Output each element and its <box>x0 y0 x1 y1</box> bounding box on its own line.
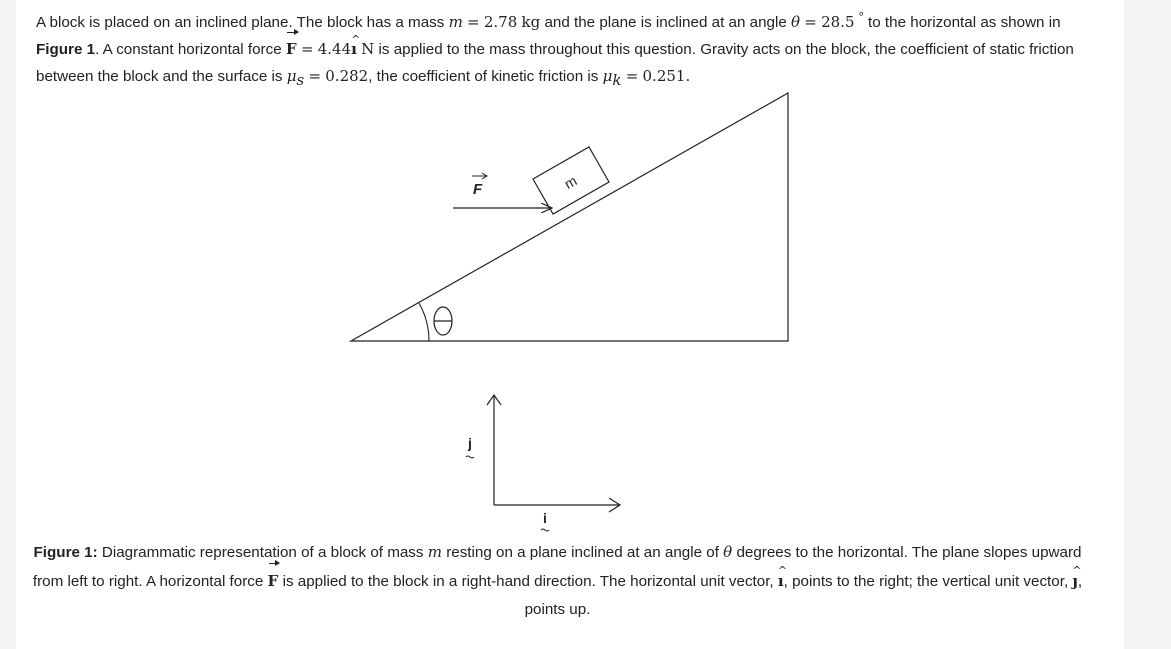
caption-text-6: , points up. <box>524 573 1083 618</box>
unit-j-label-group <box>466 435 474 458</box>
problem-intro: A block is placed on an inclined plane. The block has a mass <box>36 14 445 32</box>
mu-k-value: 0.251 <box>642 67 686 86</box>
angle-value: 28.5 <box>821 13 855 32</box>
angle-unit: ° <box>858 10 864 24</box>
caption-text-1: Diagrammatic representation of a block of mass <box>101 544 424 561</box>
caption-text-5: , points to the right; the vertical unit vector, <box>783 573 1069 590</box>
unit-j-label: j <box>468 435 472 451</box>
unit-i-label: i <box>543 510 547 526</box>
caption-text-2: resting on a plane inclined at an angle of <box>446 544 719 561</box>
mass-value: 2.78 <box>483 13 518 32</box>
figure-reference: Figure 1 <box>36 41 96 59</box>
kinetic-text: , the coefficient of kinetic friction is <box>368 68 599 86</box>
caption-label: Figure 1: <box>33 544 98 561</box>
problem-statement: A block is placed on an inclined plane. The block has a mass m = 2.78 kg and the plane is inclined at an angle θ = 28.5 ° to the horizontal as shown in Figure 1. A constant horizontal force F = 4.44^ ı N is applied to the mass throughout this question. Gravity acts on the block, the coefficient of static friction between the block and the surface is $\mu_s = 0.282$, the coefficient of kinetic friction is $\mu_k = 0.251$. <box>36 4 1111 94</box>
theta-icon <box>434 307 452 335</box>
mu-s-value: 0.282 <box>325 67 369 86</box>
unit-i-label-group <box>541 510 549 531</box>
angle-arc <box>419 303 429 341</box>
force-label-group <box>472 173 487 198</box>
force-value: 4.44 <box>317 40 352 59</box>
incline-triangle <box>351 93 788 341</box>
angle-text: and the plane is inclined at an angle <box>544 14 787 32</box>
force-suffix: is applied to the mass throughout this question. Gravity acts on the block, the coefficient of static friction between the block and the surface is <box>36 41 1074 86</box>
mass-unit: kg <box>521 13 541 32</box>
force-label: F <box>473 181 483 198</box>
angle-suffix: to the horizontal as shown in <box>868 14 1061 32</box>
force-text: . A constant horizontal force <box>95 41 282 59</box>
caption-text-4: is applied to the block in a right-hand direction. The horizontal unit vector, <box>282 573 774 590</box>
figure-caption: Figure 1: Diagrammatic representation of a block of mass m resting on a plane inclined at an angle of θ degrees to the horizontal. The plane slopes upward from left to right. A horizontal force F is applied to the block in a right-hand direction. The horizontal unit vector, ^ ı, points to the right; the vertical unit vector, ^ ȷ, points up. <box>30 538 1085 624</box>
mass-label: m <box>561 172 580 192</box>
caption-text-3: degrees to the horizontal. The plane slopes upward from left to right. A horizontal force <box>32 544 1082 590</box>
force-unit: N <box>361 40 375 59</box>
